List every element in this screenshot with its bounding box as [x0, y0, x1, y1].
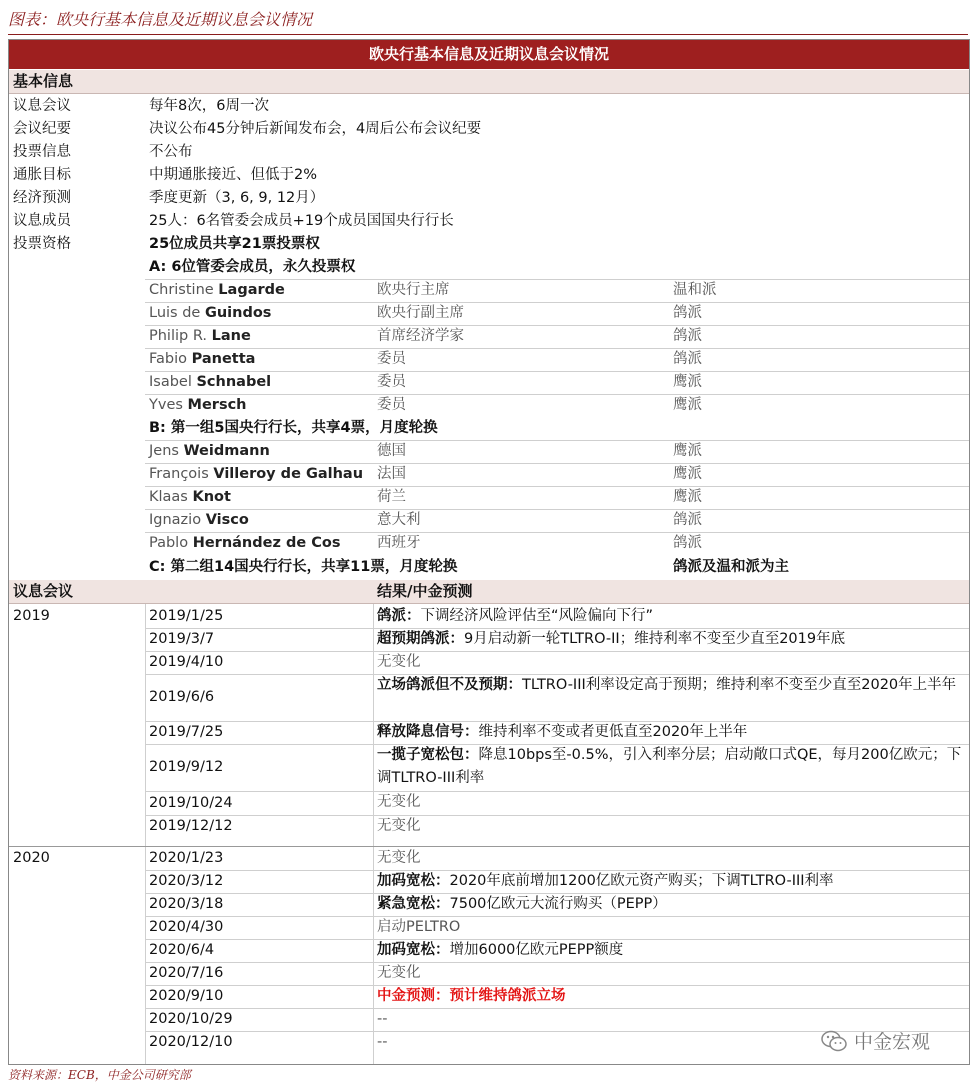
group-b-heading: B: 第一组5国央行行长，共享4票，月度轮换	[149, 420, 438, 436]
column-divider	[373, 604, 374, 1064]
row-divider	[145, 791, 969, 792]
member-role: 首席经济学家	[377, 328, 464, 344]
row-value: 中期通胀接近、但低于2%	[149, 167, 318, 183]
row-value: 不公布	[149, 144, 193, 160]
row-divider	[145, 325, 969, 326]
meeting-result	[377, 847, 421, 870]
meeting-date: 2020/6/4	[149, 942, 215, 958]
year-label-2019: 2019	[13, 608, 50, 624]
row-divider	[145, 509, 969, 510]
result-tag: 加码宽松：	[377, 942, 450, 958]
watermark-text: 中金宏观	[854, 1031, 931, 1053]
member-role: 西班牙	[377, 535, 421, 551]
row-divider	[145, 394, 969, 395]
result-tag: 紧急宽松：	[377, 896, 450, 912]
figure-caption: 图表：欧央行基本信息及近期议息会议情况	[8, 8, 968, 35]
table-row	[9, 95, 969, 118]
member-name	[149, 348, 255, 371]
meeting-result	[377, 916, 460, 939]
meeting-result	[377, 791, 421, 814]
result-text: 无变化	[377, 818, 421, 834]
result-text: 2020年底前增加1200亿欧元资产购买；下调TLTRO-III利率	[449, 873, 834, 889]
member-row	[9, 279, 969, 302]
member-stance: 鸽派	[673, 305, 702, 321]
member-last-name: Lagarde	[218, 282, 285, 298]
member-first-name: Yves	[149, 397, 188, 413]
member-stance: 鹰派	[673, 466, 702, 482]
row-divider	[145, 962, 969, 963]
row-divider	[145, 744, 969, 745]
meeting-date: 2020/1/23	[149, 850, 224, 866]
meeting-date: 2020/12/10	[149, 1034, 233, 1050]
member-name	[149, 279, 285, 302]
member-row	[9, 440, 969, 463]
meeting-date: 2019/7/25	[149, 724, 224, 740]
row-divider	[145, 916, 969, 917]
meeting-date: 2020/3/12	[149, 873, 224, 889]
member-first-name: Isabel	[149, 374, 197, 390]
meeting-date: 2020/9/10	[149, 988, 224, 1004]
row-label: 议息成员	[13, 213, 71, 229]
row-divider	[145, 486, 969, 487]
row-divider	[145, 1008, 969, 1009]
member-first-name: Pablo	[149, 535, 193, 551]
member-last-name: Hernández de Cos	[192, 535, 341, 551]
meeting-row	[9, 870, 969, 893]
member-stance: 鸽派	[673, 512, 702, 528]
member-role: 委员	[377, 374, 406, 390]
member-stance: 鹰派	[673, 374, 702, 390]
meetings-header-left: 议息会议	[13, 582, 74, 600]
member-role: 德国	[377, 443, 406, 459]
member-role: 委员	[377, 397, 406, 413]
meetings-header-right: 结果/中金预测	[377, 582, 473, 600]
member-stance: 鹰派	[673, 397, 702, 413]
member-name	[149, 394, 247, 417]
row-divider	[145, 628, 969, 629]
result-text: 中金预测：预计维持鸽派立场	[377, 988, 566, 1004]
group-c-note: 鸽派及温和派为主	[673, 559, 789, 575]
member-last-name: Weidmann	[183, 443, 270, 459]
member-first-name: Ignazio	[149, 512, 206, 528]
result-text: 增加6000亿欧元PEPP额度	[449, 942, 624, 958]
result-text: 无变化	[377, 654, 421, 670]
row-label: 会议纪要	[13, 121, 71, 137]
year-divider	[9, 846, 969, 847]
table-row	[9, 164, 969, 187]
row-divider	[145, 302, 969, 303]
meeting-row	[9, 628, 969, 651]
result-text: 启动PELTRO	[377, 919, 461, 935]
row-divider	[145, 674, 969, 675]
meetings-header	[9, 580, 969, 604]
member-stance: 温和派	[673, 282, 717, 298]
meeting-result	[377, 605, 653, 628]
table-row	[9, 233, 969, 256]
row-label: 投票资格	[13, 236, 71, 252]
meeting-date: 2019/4/10	[149, 654, 224, 670]
member-stance: 鹰派	[673, 443, 702, 459]
member-last-name: Knot	[192, 489, 231, 505]
member-stance: 鸽派	[673, 535, 702, 551]
member-first-name: Fabio	[149, 351, 192, 367]
wechat-watermark	[820, 1027, 930, 1054]
wechat-icon	[820, 1029, 848, 1053]
member-last-name: Villeroy de Galhau	[213, 466, 364, 482]
voting-summary: 25位成员共享21票投票权	[149, 236, 320, 252]
meeting-result	[377, 674, 962, 697]
member-name	[149, 463, 363, 486]
meeting-result	[377, 1031, 387, 1054]
row-value: 25人：6名管委会成员+19个成员国国央行行长	[149, 213, 454, 229]
meeting-date: 2020/10/29	[149, 1011, 233, 1027]
member-name	[149, 302, 271, 325]
meeting-date: 2019/12/12	[149, 818, 233, 834]
result-tag: 立场鸽派但不及预期：	[377, 677, 522, 693]
member-first-name: François	[149, 466, 214, 482]
meeting-row	[9, 674, 969, 721]
result-text: 无变化	[377, 965, 421, 981]
member-name	[149, 509, 249, 532]
meeting-result	[377, 651, 421, 674]
member-row	[9, 463, 969, 486]
result-text: 无变化	[377, 794, 421, 810]
meeting-row	[9, 893, 969, 916]
meeting-result	[377, 870, 834, 893]
row-divider	[145, 815, 969, 816]
member-row	[9, 532, 969, 555]
meeting-result	[377, 939, 623, 962]
meeting-row	[9, 985, 969, 1008]
meeting-date: 2020/4/30	[149, 919, 224, 935]
member-name	[149, 532, 340, 555]
meeting-result	[377, 744, 962, 790]
result-text: 降息10bps至-0.5%，引入利率分层；启动敞口式QE，每月200亿欧元；下调TLTRO-III利率	[377, 747, 962, 786]
member-row	[9, 486, 969, 509]
result-text: 9月启动新一轮TLTRO-II；维持利率不变至少直至2019年底	[464, 631, 846, 647]
basic-info-header	[9, 70, 969, 94]
result-tag: 超预期鸽派：	[377, 631, 464, 647]
member-stance: 鹰派	[673, 489, 702, 505]
member-role: 委员	[377, 351, 406, 367]
result-text: --	[377, 1011, 388, 1027]
meeting-result	[377, 628, 845, 651]
row-divider	[145, 893, 969, 894]
meeting-date: 2019/9/12	[149, 759, 224, 775]
meeting-row	[9, 847, 969, 870]
member-first-name: Philip R.	[149, 328, 212, 344]
member-row	[9, 325, 969, 348]
member-first-name: Christine	[149, 282, 219, 298]
meeting-row	[9, 791, 969, 815]
meeting-date: 2020/7/16	[149, 965, 224, 981]
member-last-name: Guindos	[204, 305, 272, 321]
member-row	[9, 394, 969, 417]
member-last-name: Panetta	[191, 351, 256, 367]
member-name	[149, 440, 270, 463]
row-divider	[145, 532, 969, 533]
result-text: 7500亿欧元大流行购买（PEPP）	[449, 896, 667, 912]
row-value: 季度更新（3, 6, 9, 12月）	[149, 190, 325, 206]
member-stance: 鸽派	[673, 328, 702, 344]
result-tag: 释放降息信号：	[377, 724, 479, 740]
row-divider	[145, 939, 969, 940]
member-row	[9, 348, 969, 371]
meeting-result	[377, 721, 747, 744]
row-divider	[145, 651, 969, 652]
member-last-name: Schnabel	[196, 374, 272, 390]
group-a-heading: A: 6位管委会成员，永久投票权	[149, 259, 356, 275]
column-divider	[145, 604, 146, 1064]
member-row	[9, 302, 969, 325]
meeting-row	[9, 721, 969, 744]
row-value: 决议公布45分钟后新闻发布会，4周后公布会议纪要	[149, 121, 482, 137]
row-divider	[145, 348, 969, 349]
member-row	[9, 509, 969, 532]
group-c-heading: C: 第二组14国央行行长，共享11票，月度轮换 鸽派及温和派为主	[9, 556, 969, 579]
member-last-name: Lane	[211, 328, 251, 344]
member-first-name: Luis de	[149, 305, 205, 321]
meeting-row	[9, 962, 969, 985]
table-row	[9, 210, 969, 233]
meeting-row	[9, 939, 969, 962]
member-last-name: Visco	[205, 512, 249, 528]
row-divider	[145, 463, 969, 464]
result-text: 下调经济风险评估至“风险偏向下行”	[420, 608, 654, 624]
result-text: TLTRO-III利率设定高于预期；维持利率不变至少直至2020年上半年	[522, 677, 957, 693]
table-row	[9, 187, 969, 210]
row-label: 投票信息	[13, 144, 71, 160]
member-first-name: Klaas	[149, 489, 193, 505]
row-label: 议息会议	[13, 98, 71, 114]
meeting-result	[377, 1008, 387, 1031]
row-value: 每年8次，6周一次	[149, 98, 269, 114]
table-title: 欧央行基本信息及近期议息会议情况	[9, 40, 969, 69]
result-text: 维持利率不变或者更低直至2020年上半年	[478, 724, 748, 740]
meeting-date: 2019/1/25	[149, 608, 224, 624]
meeting-row	[9, 744, 969, 791]
source-note: 资料来源：ECB，中金公司研究部	[8, 1068, 191, 1082]
meeting-row	[9, 815, 969, 838]
member-role: 法国	[377, 466, 406, 482]
meeting-row	[9, 605, 969, 628]
member-row	[9, 371, 969, 394]
meeting-row	[9, 916, 969, 939]
meeting-date: 2019/10/24	[149, 794, 233, 811]
member-last-name: Mersch	[187, 397, 247, 413]
member-name	[149, 486, 231, 509]
row-divider	[145, 721, 969, 722]
meeting-date: 2019/3/7	[149, 631, 215, 647]
year-label-2020: 2020	[13, 850, 50, 866]
result-tag: 加码宽松：	[377, 873, 450, 889]
row-divider	[145, 371, 969, 372]
row-divider	[145, 440, 969, 441]
row-label: 经济预测	[13, 190, 71, 206]
row-divider	[145, 279, 969, 280]
member-first-name: Jens	[149, 443, 184, 459]
row-divider	[145, 985, 969, 986]
meeting-date: 2020/3/18	[149, 896, 224, 912]
meeting-date: 2019/6/6	[149, 689, 215, 705]
member-name	[149, 325, 251, 348]
row-divider	[145, 870, 969, 871]
basic-info-title: 基本信息	[13, 72, 74, 90]
member-role: 荷兰	[377, 489, 406, 505]
member-role: 意大利	[377, 512, 421, 528]
result-tag: 一揽子宽松包：	[377, 747, 479, 763]
result-text: 无变化	[377, 850, 421, 866]
result-text: --	[377, 1034, 388, 1050]
ecb-info-table	[8, 39, 970, 1065]
member-role: 欧央行副主席	[377, 305, 464, 321]
meeting-result	[377, 962, 421, 985]
meeting-result	[377, 893, 667, 916]
member-stance: 鸽派	[673, 351, 702, 367]
table-row	[9, 118, 969, 141]
meeting-row	[9, 651, 969, 674]
member-name	[149, 371, 271, 394]
member-role: 欧央行主席	[377, 282, 450, 298]
meeting-result	[377, 815, 421, 838]
row-label: 通胀目标	[13, 167, 71, 183]
result-tag: 鸽派：	[377, 608, 421, 624]
meeting-result	[377, 985, 566, 1008]
table-row	[9, 141, 969, 164]
